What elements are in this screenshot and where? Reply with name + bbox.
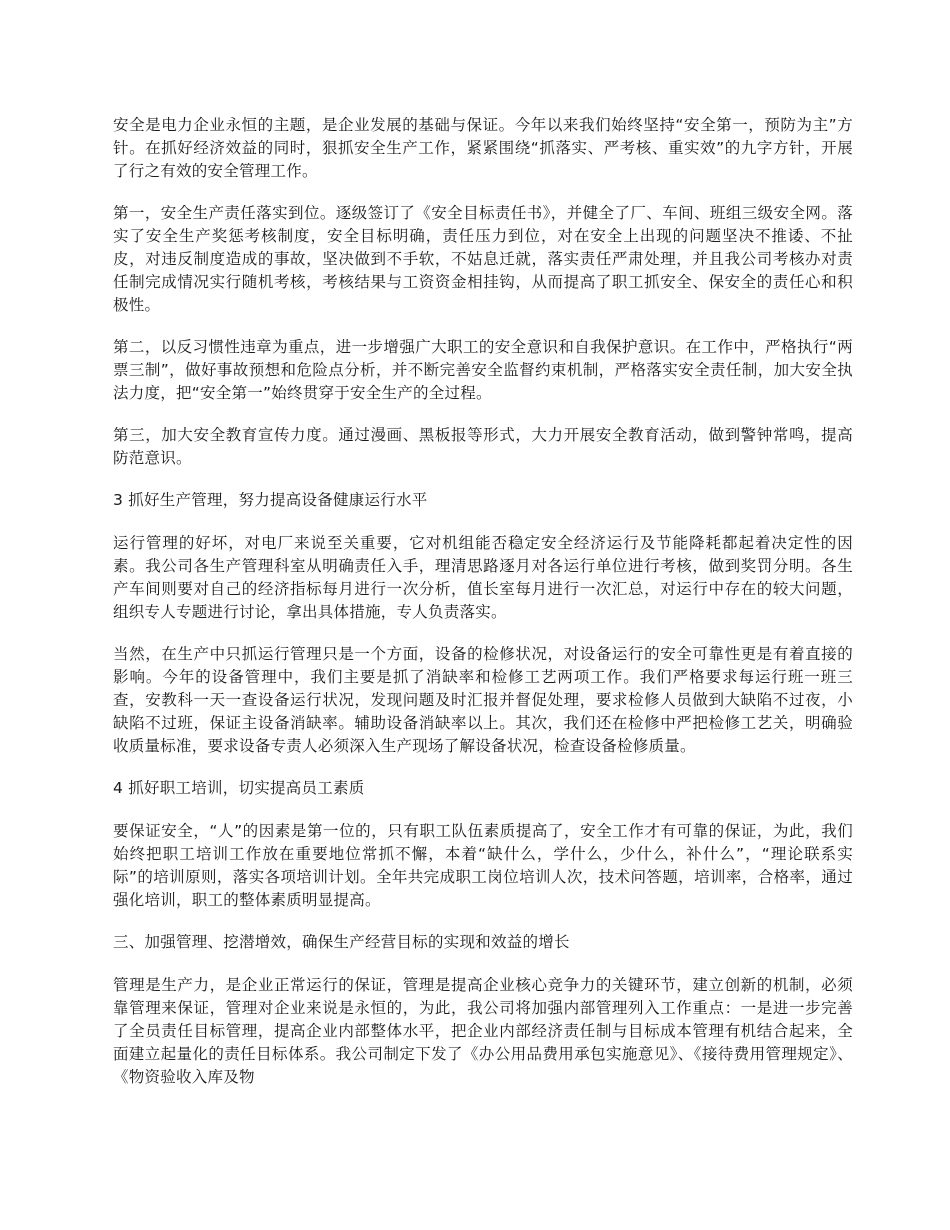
- paragraph-intro: 安全是电力企业永恒的主题，是企业发展的基础与保证。今年以来我们始终坚持“安全第一，预防为主”方针。在抓好经济效益的同时，狠抓安全生产工作，紧紧围绕“抓落实、严考核、重实效”的九字方针，开展了行之有效的安全管理工作。: [113, 116, 853, 180]
- document-body: [113, 114, 853, 1108]
- paragraph-first-point: 第一，安全生产责任落实到位。逐级签订了《安全目标责任书》，并健全了厂、车间、班组三级安全网。落实了安全生产奖惩考核制度，安全目标明确，责任压力到位，对在安全上出现的问题坚决不推诿、不扯皮，对违反制度造成的事故，坚决做到不手软，不姑息迁就，落实责任严肃处理，并且我公司考核办对责任制完成情况实行随机考核，考核结果与工资资金相挂钩，从而提高了职工抓安全、保安全的责任心和积极性。: [113, 204, 853, 314]
- section-heading-training: 4 抓好职工培训，切实提高员工素质: [113, 779, 365, 797]
- section-heading-management: 三、加强管理、挖潜增效，确保生产经营目标的实现和效益的增长: [113, 933, 570, 951]
- paragraph-equipment-management: 当然，在生产中只抓运行管理只是一个方面，设备的检修状况，对设备运行的安全可靠性更是有着直接的影响。今年的设备管理中，我们主要是抓了消缺率和检修工艺两项工作。我们严格要求每运行班一班三查，安教科一天一查设备运行状况，发现问题及时汇报并督促处理，要求检修人员做到大缺陷不过夜，小缺陷不过班，保证主设备消缺率。辅助设备消缺率以上。其次，我们还在检修中严把检修工艺关，明确验收质量标准，要求设备专责人必须深入生产现场了解设备状况，检查设备检修质量。: [113, 645, 853, 755]
- paragraph-operation-management: 运行管理的好坏，对电厂来说至关重要，它对机组能否稳定安全经济运行及节能降耗都起着决定性的因素。我公司各生产管理科室从明确责任入手，理清思路逐月对各运行单位进行考核，做到奖罚分明。各生产车间则要对自己的经济指标每月进行一次分析，值长室每月进行一次汇总，对运行中存在的较大问题，组织专人专题进行讨论，拿出具体措施，专人负责落实。: [113, 534, 853, 621]
- paragraph-second-point: 第二，以反习惯性违章为重点，进一步增强广大职工的安全意识和自我保护意识。在工作中，严格执行“两票三制”，做好事故预想和危险点分析，并不断完善安全监督约束机制，严格落实安全责任制，加大安全执法力度，把“安全第一”始终贯穿于安全生产的全过程。: [113, 338, 853, 402]
- paragraph-staff-training: 要保证安全，“人”的因素是第一位的，只有职工队伍素质提高了，安全工作才有可靠的保证，为此，我们始终把职工培训工作放在重要地位常抓不懈，本着“缺什么，学什么，少什么，补什么”，“理论联系实际”的培训原则，落实各项培训计划。全年共完成职工岗位培训人次，技术问答题，培训率，合格率，通过强化培训，职工的整体素质明显提高。: [113, 822, 853, 909]
- paragraph-internal-management: 管理是生产力，是企业正常运行的保证，管理是提高企业核心竞争力的关键环节，建立创新的机制，必须靠管理来保证，管理对企业来说是永恒的，为此，我公司将加强内部管理列入工作重点：一是进一步完善了全员责任目标管理，提高企业内部整体水平，把企业内部经济责任制与目标成本管理有机结合起来，全面建立起量化的责任目标体系。我公司制定下发了《办公用品费用承包实施意见》、《接待费用管理规定》、《物资验收入库及物: [113, 976, 853, 1086]
- paragraph-third-point: 第三，加大安全教育宣传力度。通过漫画、黑板报等形式，大力开展安全教育活动，做到警钟常鸣，提高防范意识。: [113, 426, 853, 467]
- section-heading-production: 3 抓好生产管理，努力提高设备健康运行水平: [113, 491, 428, 509]
